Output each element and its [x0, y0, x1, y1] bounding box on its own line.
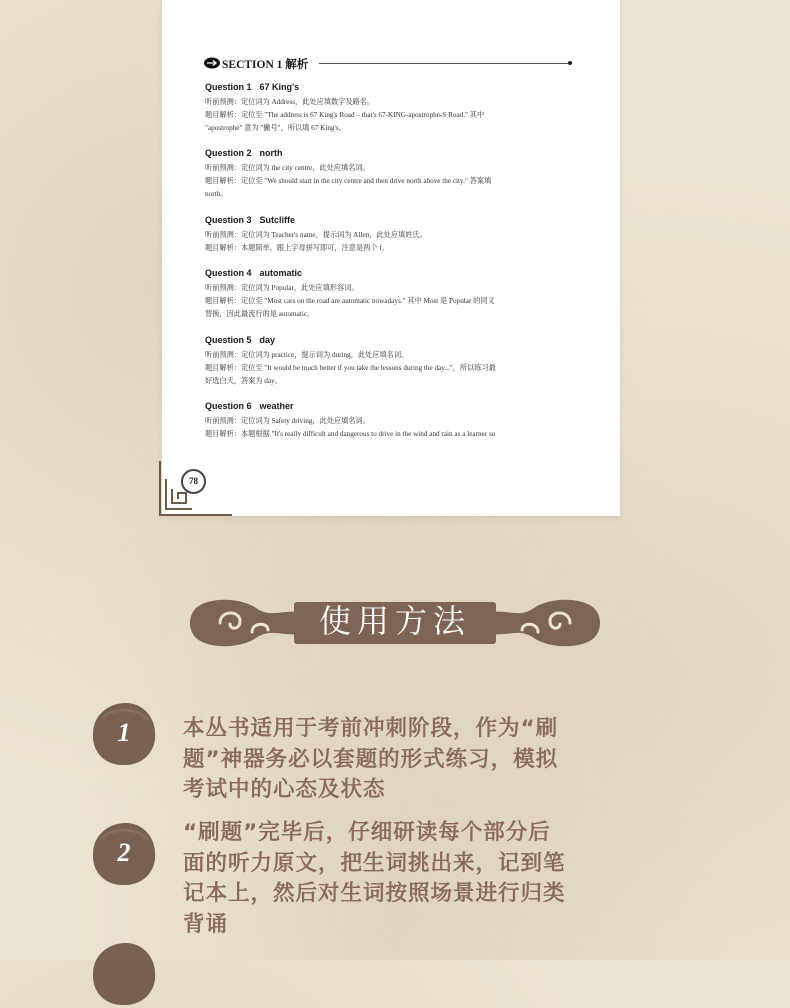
question-title: Question 6 weather — [205, 401, 294, 411]
question-answer: day — [259, 335, 276, 345]
step-line: “刷题”完毕后，仔细研读每个部分后 — [183, 820, 551, 845]
question-block — [205, 215, 575, 255]
book-page — [162, 0, 620, 516]
question-line: 听前预测：定位词为 Address，此处应填数字及路名。 — [205, 98, 375, 106]
banner-title: 使用方法 — [318, 602, 471, 640]
step-text — [183, 714, 703, 806]
step-number: 2 — [117, 838, 131, 867]
question-title: Question 3 Sutcliffe — [205, 215, 296, 225]
question-block — [205, 82, 575, 135]
question-line: 听前预测：定位词为 Teacher's name，提示词为 Allen，此处应填姓氏。 — [205, 231, 427, 239]
section-divider-dot — [568, 61, 572, 65]
question-answer: weather — [259, 401, 294, 411]
page-number: 78 — [181, 469, 206, 494]
question-answer: automatic — [259, 268, 303, 278]
question-line: 听前预测：定位词为 Safety driving，此处应填名词。 — [205, 417, 370, 425]
question-answer: Sutcliffe — [259, 215, 296, 225]
ink-circle-icon — [90, 940, 158, 1008]
question-line: 题目解析：定位至 "Most cars on the road are automatic nowadays." 其中 Most 是 Popular 的同义 — [205, 297, 495, 305]
question-line: "apostrophe" 意为 "撇号"，所以填 67 King's。 — [205, 124, 346, 132]
question-title: Question 5 day — [205, 335, 276, 345]
step-line: 面的听力原文，把生词挑出来，记到笔 — [183, 850, 566, 876]
question-line: 好选白天，答案为 day。 — [205, 377, 282, 385]
step-line: 本丛书适用于考前冲刺阶段，作为“刷 — [183, 716, 559, 741]
question-block — [205, 268, 575, 321]
section-title: SECTION 1 解析 — [222, 59, 309, 71]
question-answer: north — [259, 148, 283, 158]
step-number: 1 — [117, 718, 131, 747]
question-answer: 67 King's — [259, 82, 300, 92]
question-line: 题目解析：定位至 "We should start in the city centre and then drive north above the city." 答案填 — [205, 177, 492, 185]
question-line: 题目解析：定位至 "The address is 67 King's Road – that's 67-KING-apostrophe-S Road." 其中 — [205, 111, 485, 119]
section-arrow-icon — [204, 57, 220, 69]
step-text — [183, 818, 703, 940]
section-divider — [319, 63, 570, 64]
question-line: 题目解析：定位至 "It would be much better if you take the lessons during the day..."，所以练习最 — [205, 364, 496, 372]
question-line: 听前预测：定位词为 Popular，此处应填形容词。 — [205, 284, 359, 292]
section-header — [204, 56, 572, 72]
step-line: 考试中的心态及状态 — [183, 777, 386, 802]
question-line: 题目解析：本题简单，跟上字母拼写即可，注意是两个 f。 — [205, 244, 389, 252]
question-line: 题目解析：本题根据 "It's really difficult and dangerous to drive in the wind and rain as a learner so — [205, 430, 496, 438]
question-title: Question 2 north — [205, 148, 283, 158]
question-block — [205, 401, 575, 441]
question-block — [205, 148, 575, 201]
question-block — [205, 335, 575, 388]
step-line: 背诵 — [183, 911, 229, 937]
step-line: 题”神器务必以套题的形式练习，模拟 — [183, 746, 559, 772]
question-line: 听前预测：定位词为 the city centre，此处应填名词。 — [205, 164, 370, 172]
question-line: north。 — [205, 190, 228, 198]
question-title: Question 4 automatic — [205, 268, 303, 278]
question-title: Question 1 67 King's — [205, 82, 300, 92]
question-line: 替换，因此最流行的是 automatic。 — [205, 310, 315, 318]
step-line: 记本上，然后对生词按照场景进行归类 — [183, 881, 566, 906]
question-line: 听前预测：定位词为 practice，提示词为 during，此处应填名词。 — [205, 351, 409, 359]
